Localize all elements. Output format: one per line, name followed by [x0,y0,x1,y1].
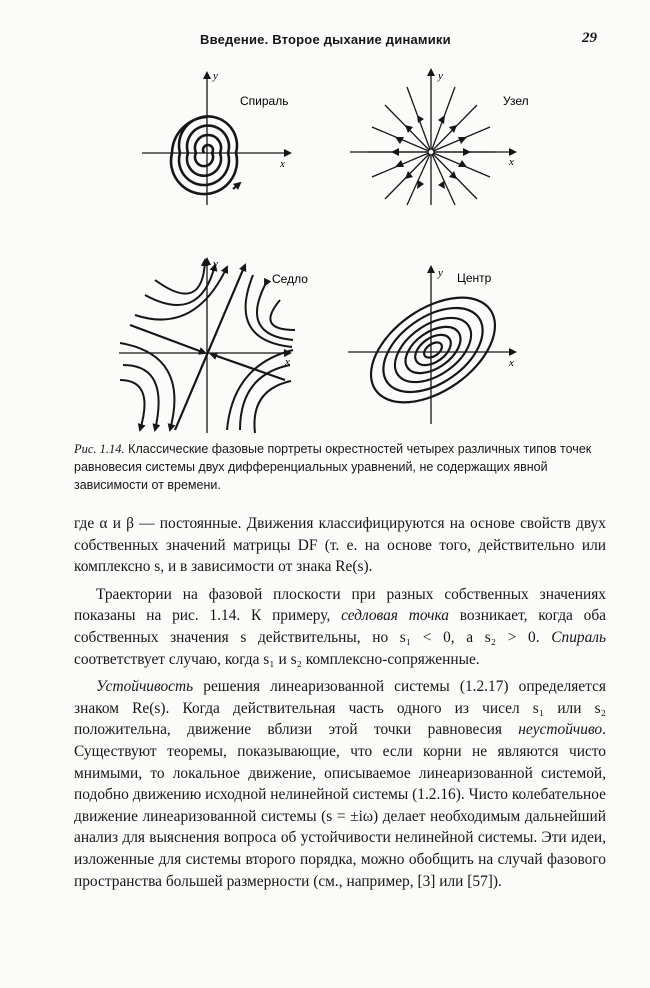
y-axis-label: y [438,267,443,279]
center-ellipses [352,276,514,423]
term-saddle-point: седловая точка [341,607,449,625]
term-unstable: неустойчиво [518,721,603,739]
caption-label: Рис. 1.14. [74,442,125,456]
page-number: 29 [582,30,597,46]
spiral-portrait [140,65,300,210]
node-portrait [345,65,535,210]
x-axis-label: x [509,156,514,168]
term-spiral: Спираль [551,628,606,646]
page-header [0,28,650,50]
y-axis-label: y [213,70,218,82]
center-portrait [345,262,535,427]
panel-label-center: Центр [457,271,492,285]
paragraph-2: Траектории на фазовой плоскости при разных собственных значениях показаны на рис. 1.14. К примеру, седловая точка возникает, когда оба собственных значения s действительны, но s₁ < 0, а s₂ > 0. Спираль соответствует случаю, когда s₁ и s₂ комплексно-сопряженные. [74,585,606,668]
x-axis-label: x [509,357,514,369]
x-axis-label: x [280,158,285,170]
body-text [74,513,606,898]
caption-text: Классические фазовые портреты окрестностей четырех различных типов точек равновесия системы двух дифференциальных уравнений, не содержащих явной зависимости от времени. [74,442,592,492]
y-axis-label: y [438,70,443,82]
paragraph-1: где α и β — постоянные. Движения классифицируются на основе свойств двух собственных значений матрицы DF (т. е. на основе того, действительно или комплексно s, и в зависимости от знака Re(s). [74,515,606,576]
running-head: Введение. Второе дыхание динамики [200,32,451,47]
x-axis-label: x [285,356,290,368]
paragraph-3: Устойчивость решения линеаризованной системы (1.2.17) определяется знаком Re(s). Когда действительная часть одного из чисел s₁ или s₂ положительна, движение вблизи этой точки равновесия неустойчиво. Существуют теоремы, показывающие, что если корни не являются чисто мнимыми, то локальное движение, описываемое линеаризованной системой, подобно движению исходной нелинейной системы (1.2.16). Чисто колебательное движение линеаризованной системы (s = ±iω) делает необходимым дальнейший анализ для выяснения вопроса об устойчивости нелинейной системы. Эти идеи, изложенные для системы второго порядка, можно обобщить на случай фазового пространства большей размерности (см., например, [3] или [57]). [74,678,606,890]
panel-label-spiral: Спираль [240,94,289,108]
panel-label-saddle: Седло [272,272,308,286]
panel-label-node: Узел [503,94,529,108]
saddle-portrait [115,255,310,435]
figure-caption [74,440,604,494]
spiral-curve [171,116,237,194]
term-stability: Устойчивость [96,678,194,696]
y-axis-label: y [213,258,218,270]
